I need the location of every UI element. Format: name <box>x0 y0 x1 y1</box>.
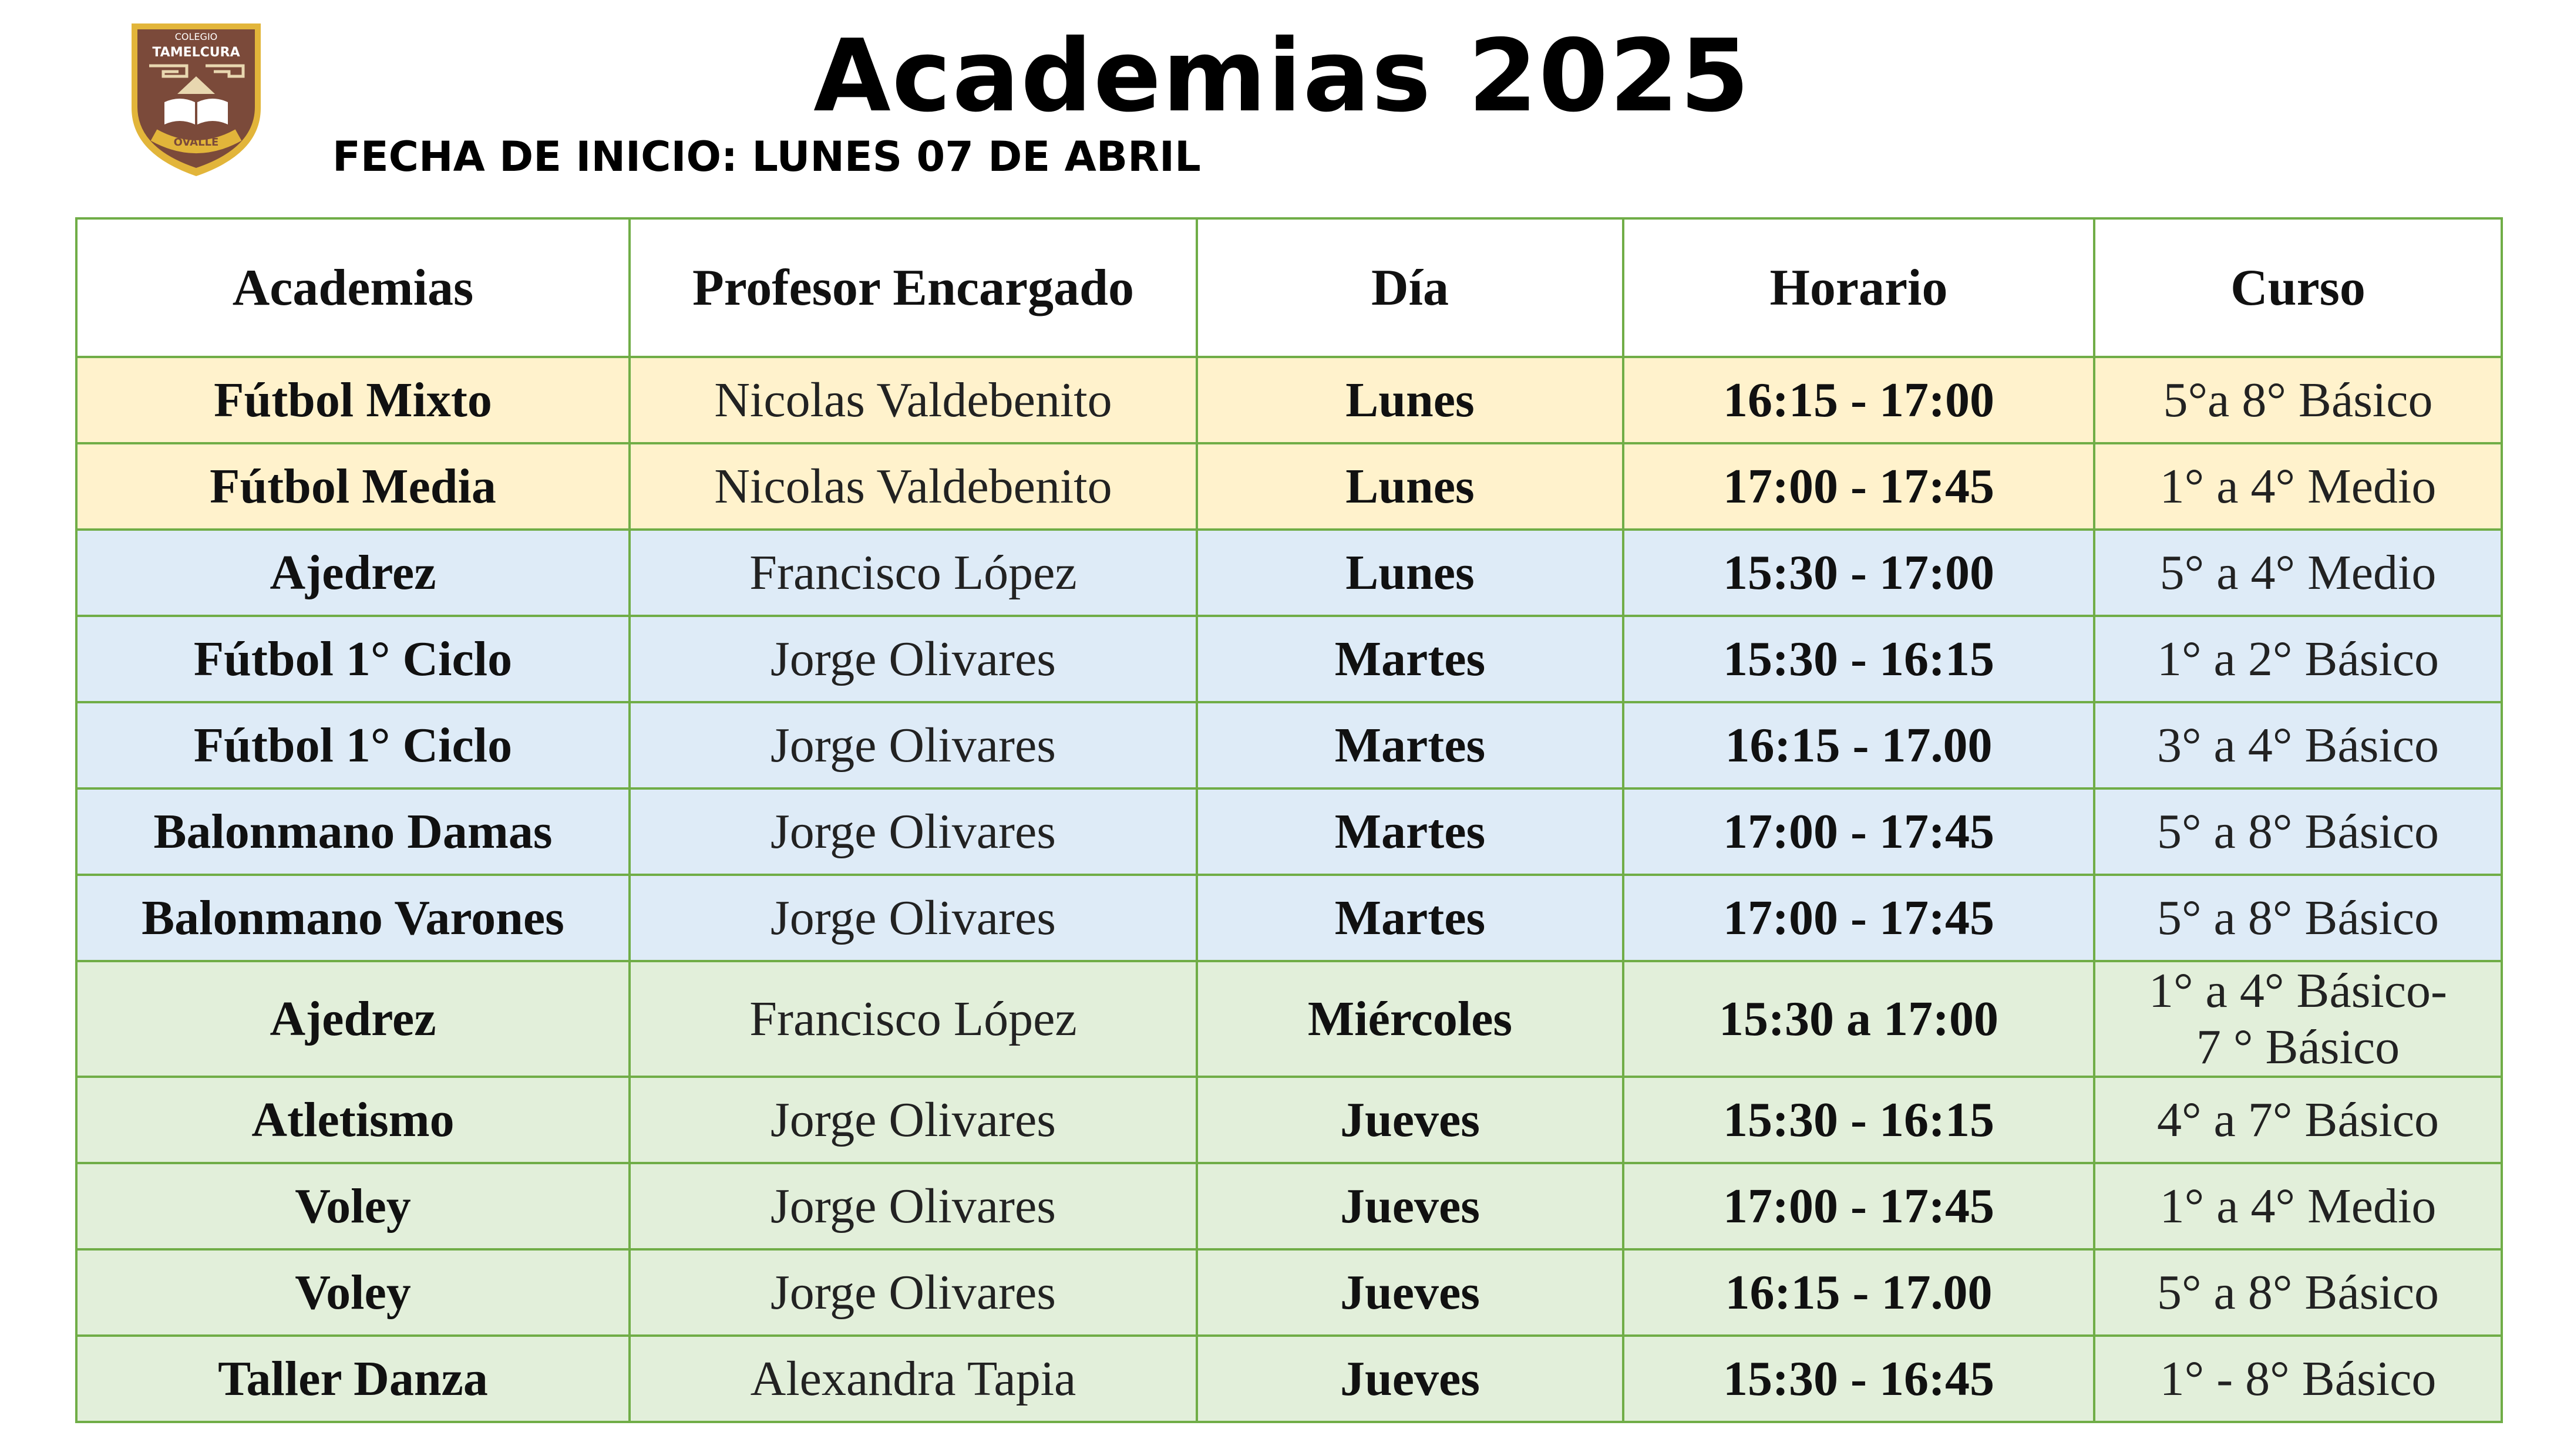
svg-text:OVALLE: OVALLE <box>173 136 219 149</box>
dia-cell: Martes <box>1197 788 1623 875</box>
academia-cell: Balonmano Varones <box>76 875 630 961</box>
academia-cell: Ajedrez <box>76 530 630 616</box>
academia-cell: Fútbol Media <box>76 443 630 530</box>
academia-cell: Ajedrez <box>76 961 630 1077</box>
curso-cell: 1° a 4° Medio <box>2094 443 2502 530</box>
table-row <box>76 961 2502 1077</box>
dia-cell: Lunes <box>1197 443 1623 530</box>
table-row <box>76 616 2502 702</box>
profesor-cell: Jorge Olivares <box>630 875 1197 961</box>
dia-cell: Miércoles <box>1197 961 1623 1077</box>
dia-cell: Martes <box>1197 875 1623 961</box>
profesor-cell: Nicolas Valdebenito <box>630 357 1197 443</box>
horario-cell: 16:15 - 17.00 <box>1623 702 2094 788</box>
horario-cell: 15:30 - 16:45 <box>1623 1336 2094 1422</box>
horario-cell: 16:15 - 17.00 <box>1623 1249 2094 1336</box>
profesor-cell: Alexandra Tapia <box>630 1336 1197 1422</box>
dia-cell: Jueves <box>1197 1077 1623 1163</box>
header-profesor: Profesor Encargado <box>630 218 1197 357</box>
dia-cell: Jueves <box>1197 1249 1623 1336</box>
dia-cell: Martes <box>1197 702 1623 788</box>
academia-cell: Balonmano Damas <box>76 788 630 875</box>
header-curso: Curso <box>2094 218 2502 357</box>
dia-cell: Lunes <box>1197 530 1623 616</box>
horario-cell: 17:00 - 17:45 <box>1623 443 2094 530</box>
horario-cell: 15:30 - 17:00 <box>1623 530 2094 616</box>
horario-cell: 15:30 - 16:15 <box>1623 616 2094 702</box>
profesor-cell: Jorge Olivares <box>630 788 1197 875</box>
table-header-row <box>76 218 2502 357</box>
profesor-cell: Francisco López <box>630 530 1197 616</box>
horario-cell: 15:30 - 16:15 <box>1623 1077 2094 1163</box>
curso-cell: 5° a 8° Básico <box>2094 788 2502 875</box>
table-row <box>76 788 2502 875</box>
table-row <box>76 443 2502 530</box>
profesor-cell: Jorge Olivares <box>630 1249 1197 1336</box>
academia-cell: Voley <box>76 1163 630 1249</box>
profesor-cell: Jorge Olivares <box>630 1163 1197 1249</box>
page-title: Academias 2025 <box>813 18 1751 134</box>
academia-cell: Taller Danza <box>76 1336 630 1422</box>
profesor-cell: Francisco López <box>630 961 1197 1077</box>
horario-cell: 17:00 - 17:45 <box>1623 788 2094 875</box>
table-row <box>76 357 2502 443</box>
curso-cell: 5° a 8° Básico <box>2094 1249 2502 1336</box>
academia-cell: Atletismo <box>76 1077 630 1163</box>
profesor-cell: Nicolas Valdebenito <box>630 443 1197 530</box>
curso-cell: 5° a 8° Básico <box>2094 875 2502 961</box>
curso-cell: 3° a 4° Básico <box>2094 702 2502 788</box>
curso-line: 1° a 4° Básico- <box>2148 963 2448 1018</box>
curso-cell: 1° a 2° Básico <box>2094 616 2502 702</box>
academies-schedule-table <box>75 217 2503 1423</box>
header-dia: Día <box>1197 218 1623 357</box>
profesor-cell: Jorge Olivares <box>630 616 1197 702</box>
header-academias: Academias <box>76 218 630 357</box>
academia-cell: Fútbol Mixto <box>76 357 630 443</box>
table-row <box>76 1077 2502 1163</box>
table-row <box>76 530 2502 616</box>
horario-cell: 17:00 - 17:45 <box>1623 1163 2094 1249</box>
dia-cell: Martes <box>1197 616 1623 702</box>
table-row <box>76 1163 2502 1249</box>
table-row <box>76 1249 2502 1336</box>
horario-cell: 16:15 - 17:00 <box>1623 357 2094 443</box>
academia-cell: Fútbol 1° Ciclo <box>76 616 630 702</box>
dia-cell: Lunes <box>1197 357 1623 443</box>
horario-cell: 17:00 - 17:45 <box>1623 875 2094 961</box>
dia-cell: Jueves <box>1197 1336 1623 1422</box>
horario-cell: 15:30 a 17:00 <box>1623 961 2094 1077</box>
curso-cell: 4° a 7° Básico <box>2094 1077 2502 1163</box>
curso-cell: 5° a 4° Medio <box>2094 530 2502 616</box>
academia-cell: Fútbol 1° Ciclo <box>76 702 630 788</box>
profesor-cell: Jorge Olivares <box>630 1077 1197 1163</box>
table-row <box>76 1336 2502 1422</box>
svg-text:COLEGIO: COLEGIO <box>174 31 218 42</box>
curso-cell: 1° a 4° Medio <box>2094 1163 2502 1249</box>
svg-text:TAMELCURA: TAMELCURA <box>152 45 240 60</box>
table-row <box>76 875 2502 961</box>
header-horario: Horario <box>1623 218 2094 357</box>
curso-line: 7 ° Básico <box>2196 1019 2400 1074</box>
start-date-subtitle: FECHA DE INICIO: LUNES 07 DE ABRIL <box>332 133 1201 181</box>
table-row <box>76 702 2502 788</box>
curso-cell: 5°a 8° Básico <box>2094 357 2502 443</box>
profesor-cell: Jorge Olivares <box>630 702 1197 788</box>
academia-cell: Voley <box>76 1249 630 1336</box>
dia-cell: Jueves <box>1197 1163 1623 1249</box>
curso-cell: 1° - 8° Básico <box>2094 1336 2502 1422</box>
curso-cell <box>2094 961 2502 1077</box>
